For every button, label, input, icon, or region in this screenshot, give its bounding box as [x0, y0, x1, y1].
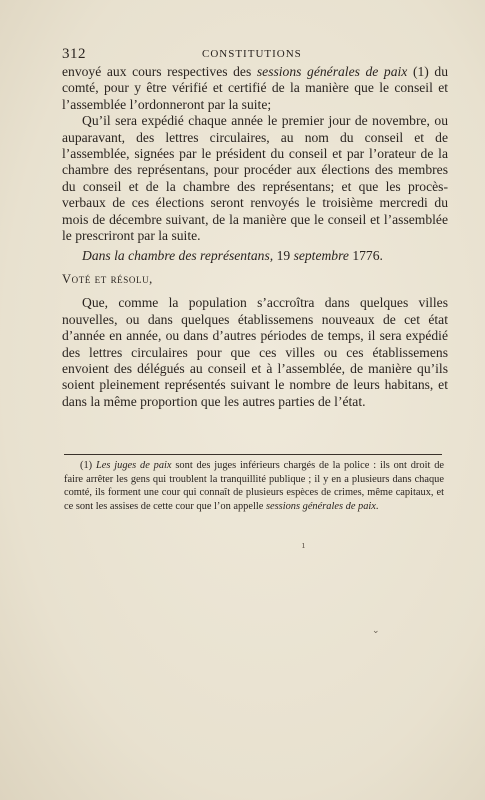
main-text — [62, 64, 448, 410]
paragraph-continuation — [62, 64, 448, 113]
footnote-body: . — [375, 500, 379, 512]
italic-term: sessions générales de paix — [256, 64, 408, 79]
paper-speck: ⌄ — [372, 626, 380, 636]
dateline-day: 19 — [273, 248, 294, 264]
italic-term: Les juges de paix — [95, 460, 172, 471]
footnote-marker: (1) — [80, 460, 96, 471]
dateline-month: septembre — [293, 248, 349, 264]
dateline-year: 1776. — [348, 248, 383, 264]
page-number: 312 — [62, 46, 86, 62]
italic-term: sessions générales de paix — [265, 500, 376, 512]
page-header — [62, 46, 451, 62]
section-heading: Voté et résolu, — [62, 271, 153, 286]
paragraph-resolution: Que, comme la population s’accroîtra dans quelques villes nouvelles, ou dans quelques établissemens nouveaux de cet état d’année en année, ou dans d’autres périodes de temps, il sera expédié des lettres circulaires pour que ces villes ou ces établissemens envoient des délégués au conseil et à l’assemblée, de manière qu’ils soient pleinement représentés suivant le nombre de leurs habitans, et dans la même proportion que les autres parties de l’état. — [62, 295, 448, 409]
dateline — [62, 248, 448, 264]
paragraph-elections: Qu’il sera expédié chaque année le premier jour de novembre, ou auparavant, des lettres circulaires, au nom du conseil et de l’assemblée, signées par le président du conseil et par l’orateur de la chambre des représentans, pour procéder aux élections des membres du conseil et de la chambre des représentans; et que les procès-verbaux de ces élections seront renvoyés le troisième mercredi du mois de décembre suivant, de la manière que le conseil et l’assemblée le prescriront par la suite. — [62, 113, 448, 244]
footnote-body: sont des juges inférieurs chargés de la police : ils ont droit de faire arrêter les gens qui troublent la tranquillité publique ; il y en a plusieurs dans chaque comté, ils forment une cour qui connaît de plusieurs espèces de crimes, même capitaux, et ce sont les assises de cette cour que l’on appelle — [64, 460, 445, 512]
footnote — [64, 459, 444, 513]
running-head: CONSTITUTIONS — [202, 48, 302, 60]
footnote-rule — [64, 454, 442, 455]
footnote-text — [64, 459, 444, 513]
paper-speck: ı — [302, 541, 305, 551]
paragraph-text: envoyé aux cours respectives des — [62, 64, 257, 79]
paragraph-text: (1) du comté, pour y être vérifié et certifié de la manière que le conseil et l’assemblée l’ordonneront par la suite; — [62, 64, 449, 112]
dateline-place: Dans la chambre des représentans, — [82, 248, 274, 264]
